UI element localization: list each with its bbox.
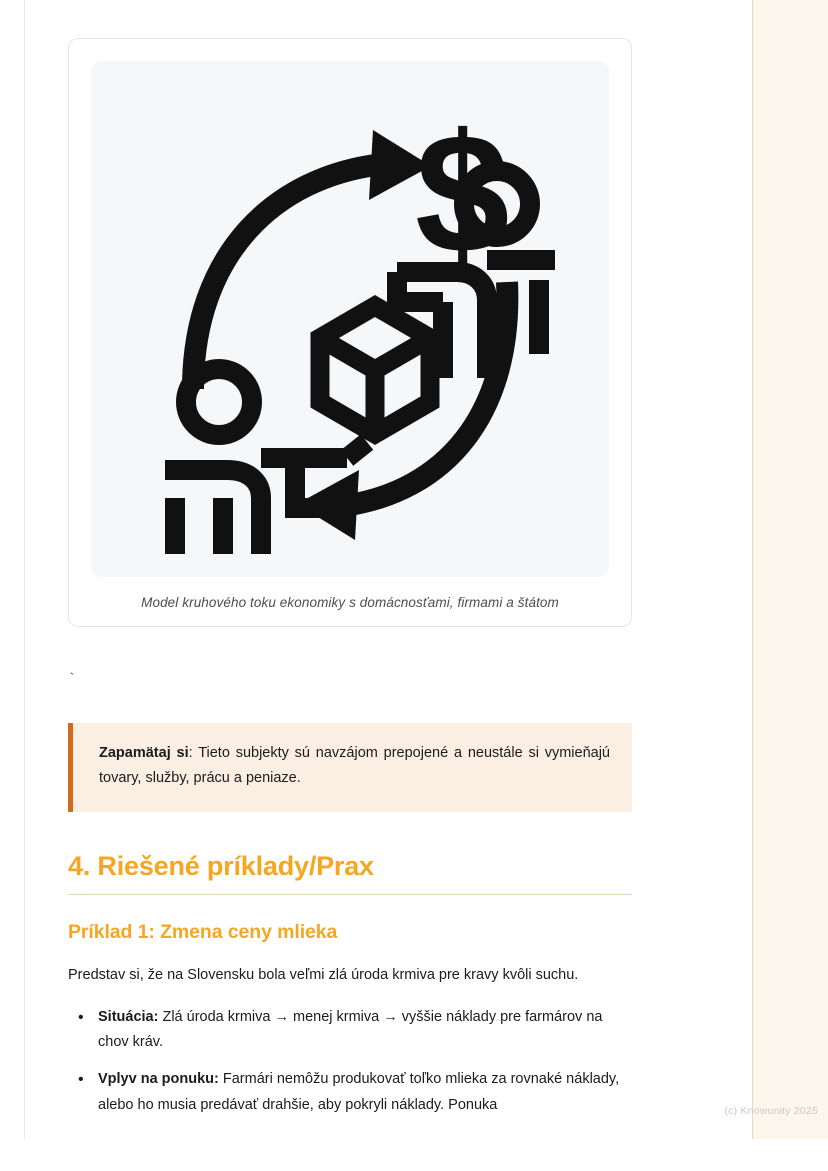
list-item [94,1067,632,1118]
remember-callout [68,723,632,812]
remember-callout-label: Zapamätaj si [99,745,189,761]
list-item [94,1005,632,1056]
document-content [68,0,632,1171]
circular-flow-economy-icon [115,84,585,554]
bullet-text: Zlá úroda krmiva → menej krmiva → vyššie náklady pre farmárov na chov kráv. [98,1008,603,1051]
remember-callout-label-suffix: : [188,745,193,761]
figure-image-area [91,61,609,577]
watermark: (c) Knowunity 2025 [724,1105,818,1117]
bullet-text: Farmári nemôžu produkovať toľko mlieka za rovnaké náklady, alebo ho musia predávať drahšie, aby pokryli náklady. Ponuka [98,1071,620,1113]
page-left-rule [24,0,25,1171]
remember-callout-text [99,741,610,792]
figure-card [68,38,632,627]
example-bullet-list [68,1005,632,1119]
page-bottom-edge [0,1139,828,1171]
box-cube-icon [320,306,430,434]
section-divider [68,894,632,895]
bullet-label: Vplyv na ponuku: [98,1071,219,1088]
right-margin-column [752,0,828,1171]
remember-callout-body: Tieto subjekty sú navzájom prepojené a neustále si vymieňajú tovary, služby, prácu a peniaze. [99,745,610,787]
figure-caption: Model kruhového toku ekonomiky s domácnosťami, firmami a štátom [141,595,559,610]
svg-text:$: $ [415,99,510,289]
section-title: 4. Riešené príklady/Prax [68,850,374,881]
example-intro: Predstav si, že na Slovensku bola veľmi zlá úroda krmiva pre kravy kvôli suchu. [68,966,579,983]
stray-backtick: ` [68,671,76,686]
example-subtitle: Príklad 1: Zmena ceny mlieka [68,920,338,943]
bullet-label: Situácia: [98,1008,159,1025]
